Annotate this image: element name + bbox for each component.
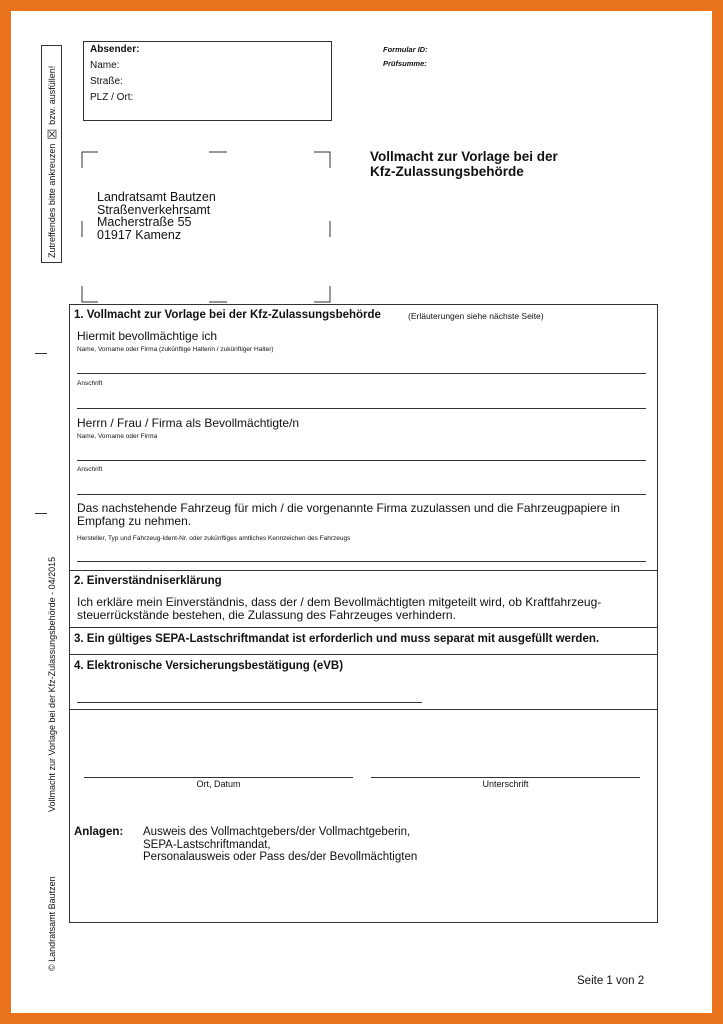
holder-name-line[interactable]	[77, 373, 646, 374]
holder-address-hint: Anschrift	[77, 380, 103, 387]
sender-name-label: Name:	[90, 60, 120, 71]
attachments-list	[143, 826, 417, 864]
checksum-label: Prüfsumme:	[383, 59, 427, 68]
section2-text-line-2: steuerrückstände bestehen, die Zulassung des Fahrzeuges verhindern.	[77, 608, 456, 622]
section1-note: (Erläuterungen siehe nächste Seite)	[408, 311, 544, 321]
side-note-text: Zutreffendes bitte ankreuzen	[47, 143, 57, 258]
sender-title: Absender:	[90, 44, 140, 55]
recipient-line-1: Landratsamt Bautzen	[97, 190, 216, 204]
fold-mark-bottom	[35, 513, 47, 514]
purpose-text-line-2: Empfang zu nehmen.	[77, 514, 192, 528]
attachments-label: Anlagen:	[74, 826, 124, 838]
place-date-line[interactable]	[84, 777, 353, 778]
agent-name-line[interactable]	[77, 460, 646, 461]
evb-line[interactable]	[77, 702, 422, 703]
form-id-label: Formular ID:	[383, 45, 428, 54]
agent-address-line[interactable]	[77, 494, 646, 495]
document-title-line-1: Vollmacht zur Vorlage bei der	[370, 149, 558, 164]
side-title: Vollmacht zur Vorlage bei der Kfz-Zulassungsbehörde - 04/2015	[47, 556, 57, 812]
section-divider-1	[70, 570, 657, 571]
copyright: © Landratsamt Bautzen	[47, 876, 57, 971]
vehicle-hint: Hersteller, Typ und Fahrzeug-Ident-Nr. oder zukünftiges amtliches Kennzeichen des Fahrzeugs	[77, 535, 351, 542]
fold-mark-top	[35, 353, 47, 354]
recipient-line-3: Macherstraße 55	[97, 215, 192, 230]
form-page	[11, 11, 712, 1013]
sender-street-label: Straße:	[90, 76, 123, 87]
agent-hint: Name, Vorname oder Firma	[77, 433, 158, 440]
side-note	[45, 42, 59, 258]
document-title-line-2: Kfz-Zulassungsbehörde	[370, 164, 524, 179]
recipient-line-2: Straßenverkehrsamt	[97, 202, 211, 217]
main-form-box	[69, 304, 658, 923]
section2-text-line-1: Ich erkläre mein Einverständnis, dass der / dem Bevollmächtigten mitgeteilt wird, ob Kraftfahrzeug-	[77, 595, 602, 609]
section-divider-4	[70, 709, 657, 710]
section3-heading: 3. Ein gültiges SEPA-Lastschriftmandat ist erforderlich und muss separat mit ausgefüllt werden.	[74, 633, 600, 645]
agent-text: Herrn / Frau / Firma als Bevollmächtigte/n	[77, 416, 300, 430]
recipient-line-4: 01917 Kamenz	[97, 227, 182, 242]
sender-city-label: PLZ / Ort:	[90, 92, 134, 103]
vehicle-line[interactable]	[77, 561, 646, 562]
holder-hint: Name, Vorname oder Firma (zukünftige Halterin / zukünftiger Halter)	[77, 346, 274, 353]
document-title	[370, 149, 558, 179]
holder-address-line[interactable]	[77, 408, 646, 409]
agent-address-hint: Anschrift	[77, 466, 103, 473]
section2-heading: 2. Einverständniserklärung	[74, 575, 222, 587]
signature-line[interactable]	[371, 777, 640, 778]
sender-box	[83, 41, 332, 121]
page-info: Seite 1 von 2	[577, 975, 645, 987]
section4-heading: 4. Elektronische Versicherungsbestätigung (eVB)	[74, 660, 344, 672]
attachment-item-1: Ausweis des Vollmachtgebers/der Vollmachtgeberin,	[143, 826, 411, 838]
side-note-suffix: bzw. ausfüllen!	[47, 65, 57, 125]
section1-heading: 1. Vollmacht zur Vorlage bei der Kfz-Zulassungsbehörde	[74, 309, 381, 321]
recipient-address	[97, 191, 216, 241]
grant-text: Hiermit bevollmächtige ich	[77, 329, 218, 343]
place-date-label: Ort, Datum	[196, 779, 241, 789]
signature-label: Unterschrift	[482, 779, 529, 789]
attachment-item-2: SEPA-Lastschriftmandat,	[143, 838, 271, 851]
attachment-item-3: Personalausweis oder Pass des/der Bevollmächtigten	[143, 851, 418, 864]
section-divider-2	[70, 627, 657, 628]
section-divider-3	[70, 654, 657, 655]
checkbox-icon: ☒	[46, 127, 58, 142]
purpose-text-line-1: Das nachstehende Fahrzeug für mich / die vorgenannte Firma zuzulassen und die Fahrzeugpapiere in	[77, 501, 620, 515]
